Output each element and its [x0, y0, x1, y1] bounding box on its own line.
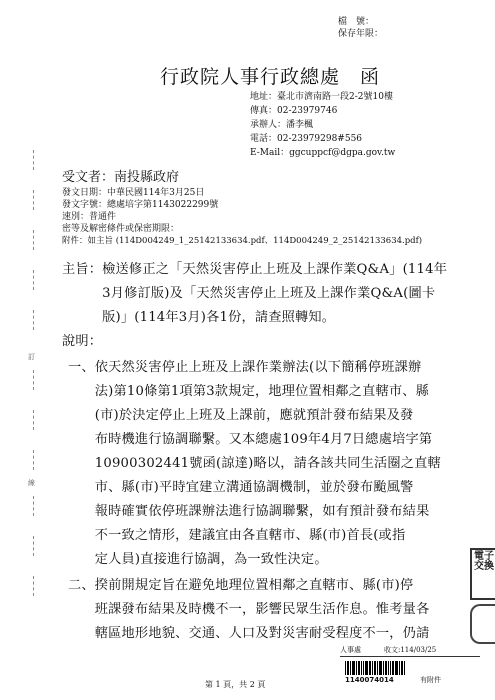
page-footer: 第 1 頁，共 2 頁 — [205, 680, 266, 689]
attachment-line: 附件：如主旨 (114D004249_1_25142133634.pdf、114D004249_2_25142133634.pdf) — [62, 236, 423, 246]
paragraph-line: 轄區地形地貌、交通、人口及對災害耐受程度不一，仍請 — [68, 626, 430, 641]
barcode — [345, 660, 415, 674]
paragraph-line: 市、縣(市)平時宜建立溝通協調機制，並於發布颱風警 — [68, 480, 414, 495]
email-line: E-Mail：ggcuppcf@dgpa.gov.tw — [250, 148, 396, 158]
paragraph-line: 布時機進行協調聯繫。又本總處109年4月7日總處培字第 — [68, 432, 433, 447]
phone-line: 電話：02-23979298#556 — [250, 134, 363, 144]
electronic-exchange-stamp: 電子交換 — [470, 548, 495, 600]
receiving-office: 人事處 — [340, 646, 361, 654]
seal-fragment — [470, 604, 495, 644]
paragraph-line: 不一致之情形，建議宜由各直轄市、縣(市)首長(或指 — [68, 528, 406, 543]
delivery-speed: 速別：普通件 — [62, 212, 117, 222]
document-number: 發文字號：總處培字第1143022299號 — [62, 200, 219, 210]
binding-mark: 線 — [28, 479, 35, 487]
subject-line: 主旨：檢送修正之「天然災害停止上班及上課作業Q&A」(114年 — [62, 262, 448, 277]
handler-line: 承辦人：潘李楓 — [250, 120, 314, 130]
received-date: 收文:114/03/25 — [384, 646, 437, 654]
subject-line: 版)」(114年3月)各1份，請查照轉知。 — [62, 310, 336, 325]
file-number-label: 檔 號： — [338, 17, 375, 27]
recipient-line: 受文者：南投縣政府 — [62, 170, 180, 185]
issue-date: 發文日期：中華民國114年3月25日 — [62, 188, 205, 198]
retention-period-label: 保存年限： — [338, 29, 384, 39]
explanation-label: 說明： — [62, 334, 103, 349]
classification: 密等及解密條件或保密期限： — [62, 224, 180, 234]
paragraph-line: 法)第10條第1項第3款規定，地理位置相鄰之直轄市、縣 — [68, 384, 430, 399]
paragraph-line: 二、揆前開規定旨在避免地理位置相鄰之直轄市、縣(市)停 — [68, 578, 414, 593]
paragraph-line: 定人員)直接進行協調，為一致性決定。 — [68, 552, 328, 567]
paragraph-line: 10900302441號函(諒達)略以，請各該共同生活圈之直轄 — [68, 456, 441, 471]
paragraph-line: 一、依天然災害停止上班及上課作業辦法(以下簡稱停班課辦 — [68, 360, 422, 375]
fax-line: 傳真：02-23979746 — [250, 106, 338, 116]
barcode-number: 1140074014 — [345, 676, 394, 684]
address-line: 地址：臺北市濟南路一段2-2號10樓 — [250, 92, 393, 102]
binding-mark: 訂 — [28, 353, 35, 361]
subject-line: 3月修訂版)及「天然災害停止上班及上課作業Q&A(圖卡 — [62, 286, 436, 301]
page-title: 行政院人事行政總處 函 — [160, 66, 381, 88]
paragraph-line: 班課發布結果及時機不一，影響民眾生活作息。惟考量各 — [68, 602, 430, 617]
attachment-note: 有附件 — [420, 676, 441, 684]
paragraph-line: (市)於決定停止上班及上課前，應就預計發布結果及發 — [68, 408, 414, 423]
paragraph-line: 報時確實依停班課辦法進行協調聯繫，如有預計發布結果 — [68, 504, 430, 519]
